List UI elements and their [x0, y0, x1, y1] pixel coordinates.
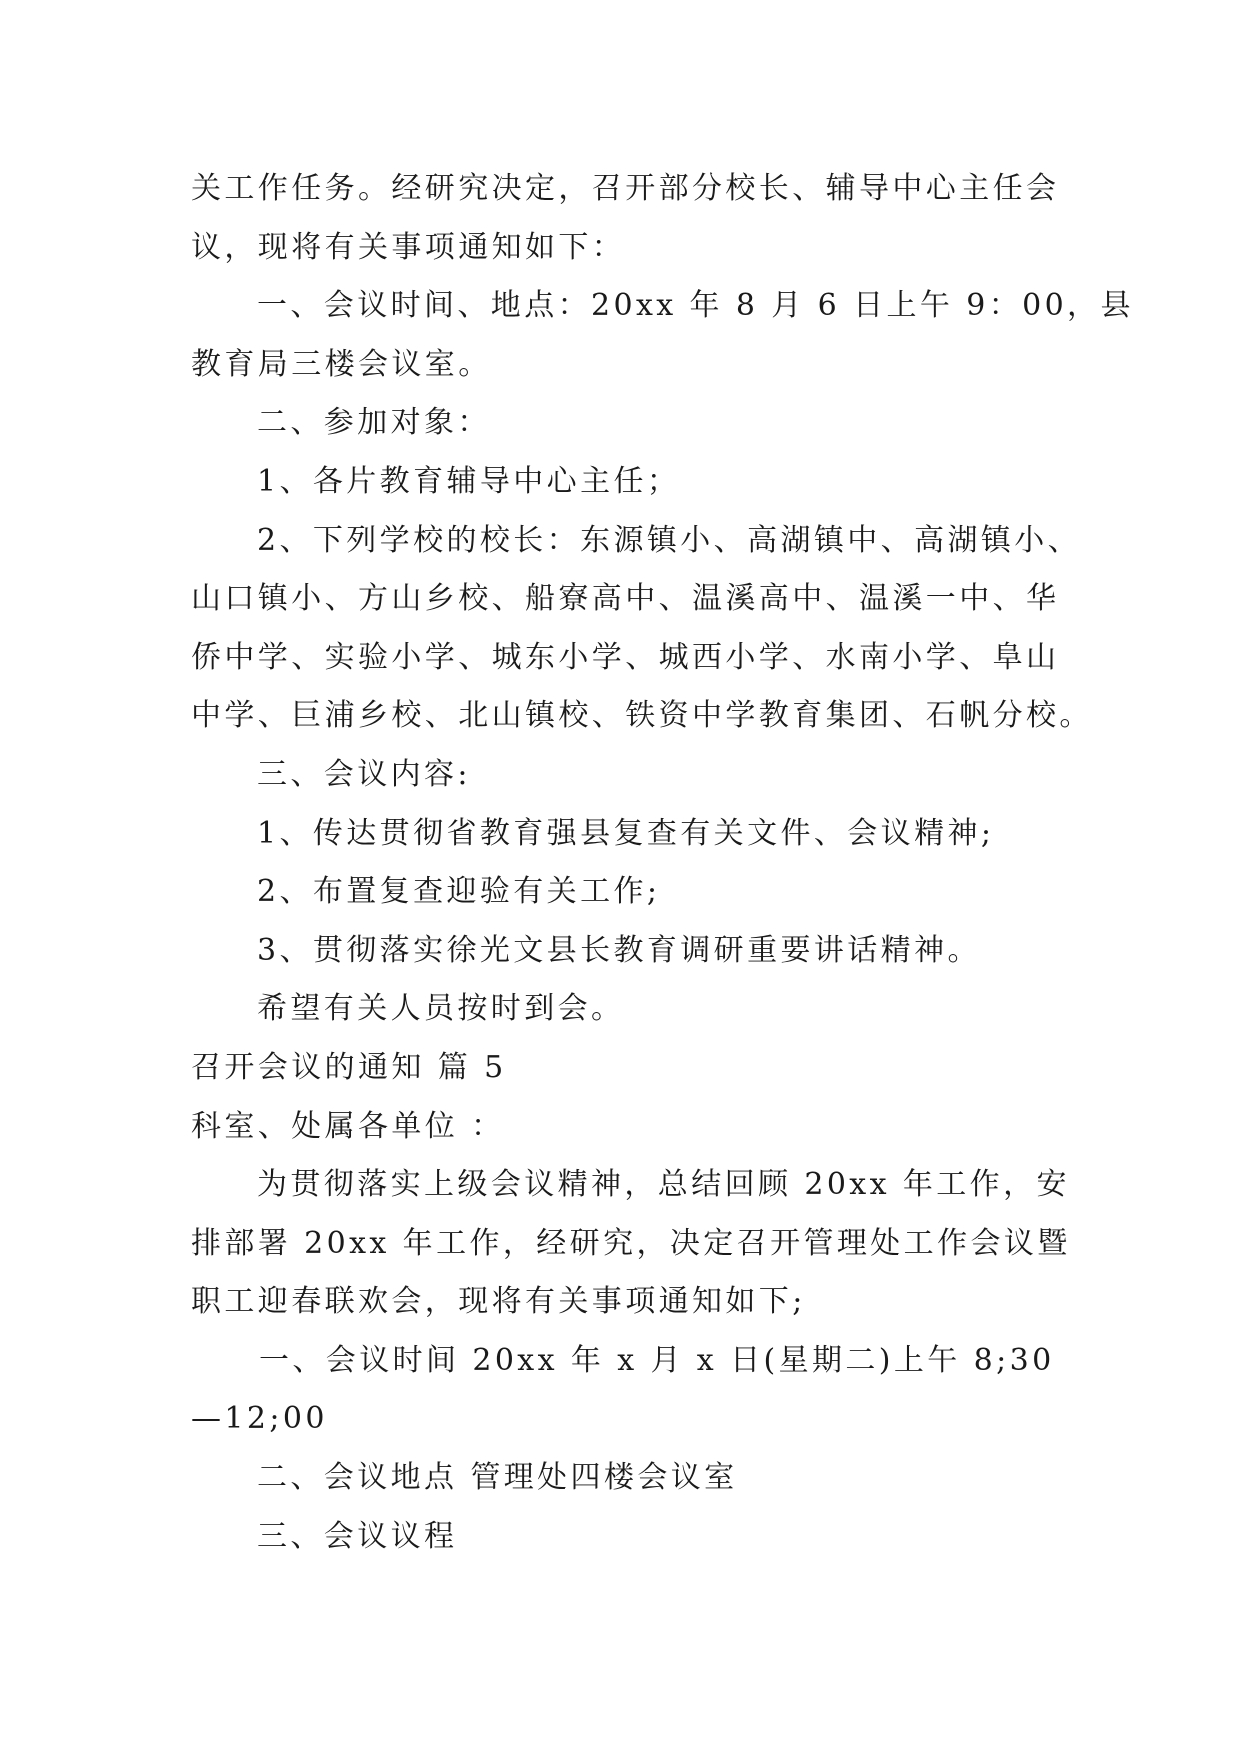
text-line: 排部署 20xx 年工作，经研究，决定召开管理处工作会议暨: [191, 1225, 1071, 1261]
text-line: 教育局三楼会议室。: [191, 346, 492, 382]
salutation: 科室、处属各单位 ：: [191, 1108, 505, 1144]
text-line: 关工作任务。经研究决定，召开部分校长、辅导中心主任会: [191, 171, 1060, 206]
text-line: 为贯彻落实上级会议精神，总结回顾 20xx 年工作，安: [257, 1167, 1070, 1203]
text-line: 希望有关人员按时到会。: [257, 991, 625, 1027]
document-body: [191, 160, 1134, 1566]
text-line: 2、下列学校的校长：东源镇小、高湖镇中、高湖镇小、: [257, 522, 1082, 558]
text-line: 一、会议时间 20xx 年 x 月 x 日(星期二)上午 8;30: [259, 1342, 1055, 1378]
text-line: 3、贯彻落实徐光文县长教育调研重要讲话精神。: [257, 932, 981, 968]
section-heading: 召开会议的通知 篇 5: [191, 1049, 507, 1085]
text-line: 二、会议地点 管理处四楼会议室: [257, 1460, 738, 1496]
text-line: 一、会议时间、地点：20xx 年 8 月 6 日上午 9：00，县: [257, 288, 1134, 324]
text-line: 2、布置复查迎验有关工作;: [257, 874, 661, 910]
text-line: 三、会议议程: [257, 1518, 458, 1554]
text-line: 侨中学、实验小学、城东小学、城西小学、水南小学、阜山: [191, 639, 1060, 675]
text-line: 议，现将有关事项通知如下：: [191, 229, 626, 265]
text-line: —12;00: [191, 1401, 328, 1437]
text-line: 山口镇小、方山乡校、船寮高中、温溪高中、温溪一中、华: [191, 581, 1060, 617]
text-line: 中学、巨浦乡校、北山镇校、铁资中学教育集团、石帆分校。: [191, 698, 1093, 734]
text-line: 三、会议内容:: [257, 756, 471, 792]
text-line: 1、传达贯彻省教育强县复查有关文件、会议精神;: [257, 815, 995, 851]
text-line: 职工迎春联欢会，现将有关事项通知如下;: [191, 1284, 806, 1320]
text-line: 1、各片教育辅导中心主任；: [257, 463, 681, 499]
text-line: 二、参加对象：: [257, 405, 491, 441]
